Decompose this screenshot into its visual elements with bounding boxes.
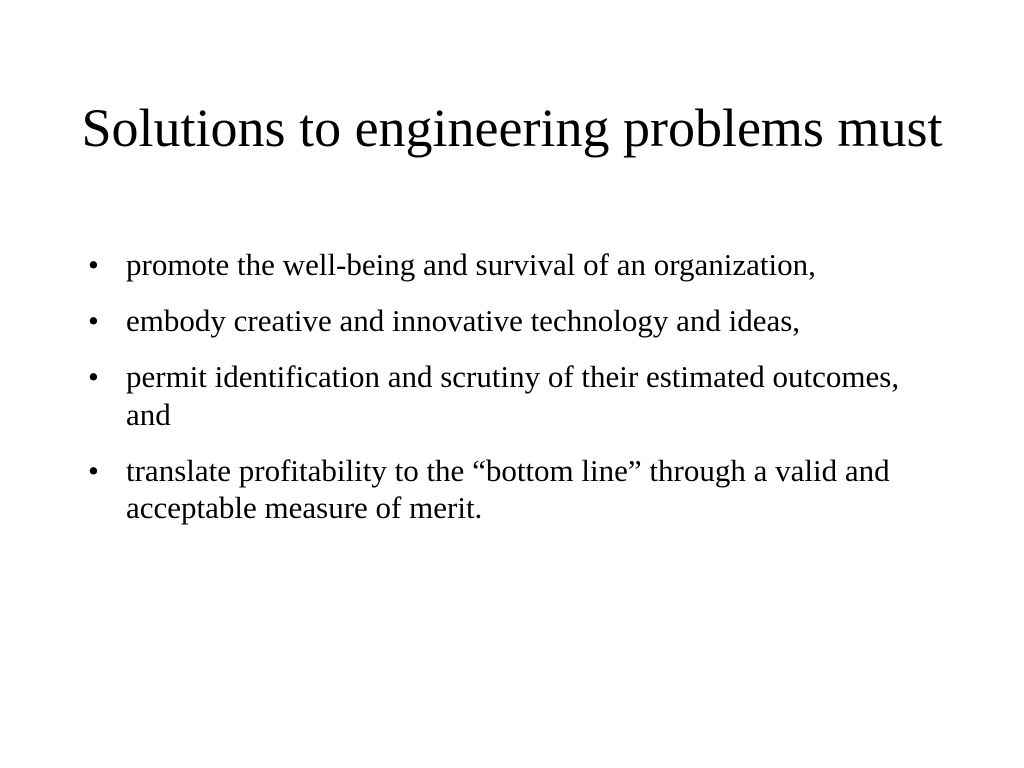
bullet-text: promote the well-being and survival of an organization, bbox=[126, 247, 816, 282]
bullet-item bbox=[88, 452, 938, 526]
slide-title: Solutions to engineering problems must bbox=[81, 98, 943, 158]
bullet-item bbox=[88, 246, 938, 283]
bullet-text: translate profitability to the “bottom line” through a valid and acceptable measure of merit. bbox=[126, 452, 890, 525]
bullet-item bbox=[88, 302, 938, 339]
bullet-glyph: • bbox=[88, 247, 99, 282]
bullet-glyph: • bbox=[88, 452, 99, 488]
bullet-item bbox=[88, 358, 938, 432]
bullet-glyph: • bbox=[88, 303, 99, 339]
bullet-text: embody creative and innovative technology and ideas, bbox=[126, 303, 801, 339]
bullet-text: permit identification and scrutiny of their estimated outcomes, and bbox=[126, 359, 900, 432]
bullet-glyph: • bbox=[88, 359, 99, 395]
bullet-list bbox=[88, 246, 938, 545]
